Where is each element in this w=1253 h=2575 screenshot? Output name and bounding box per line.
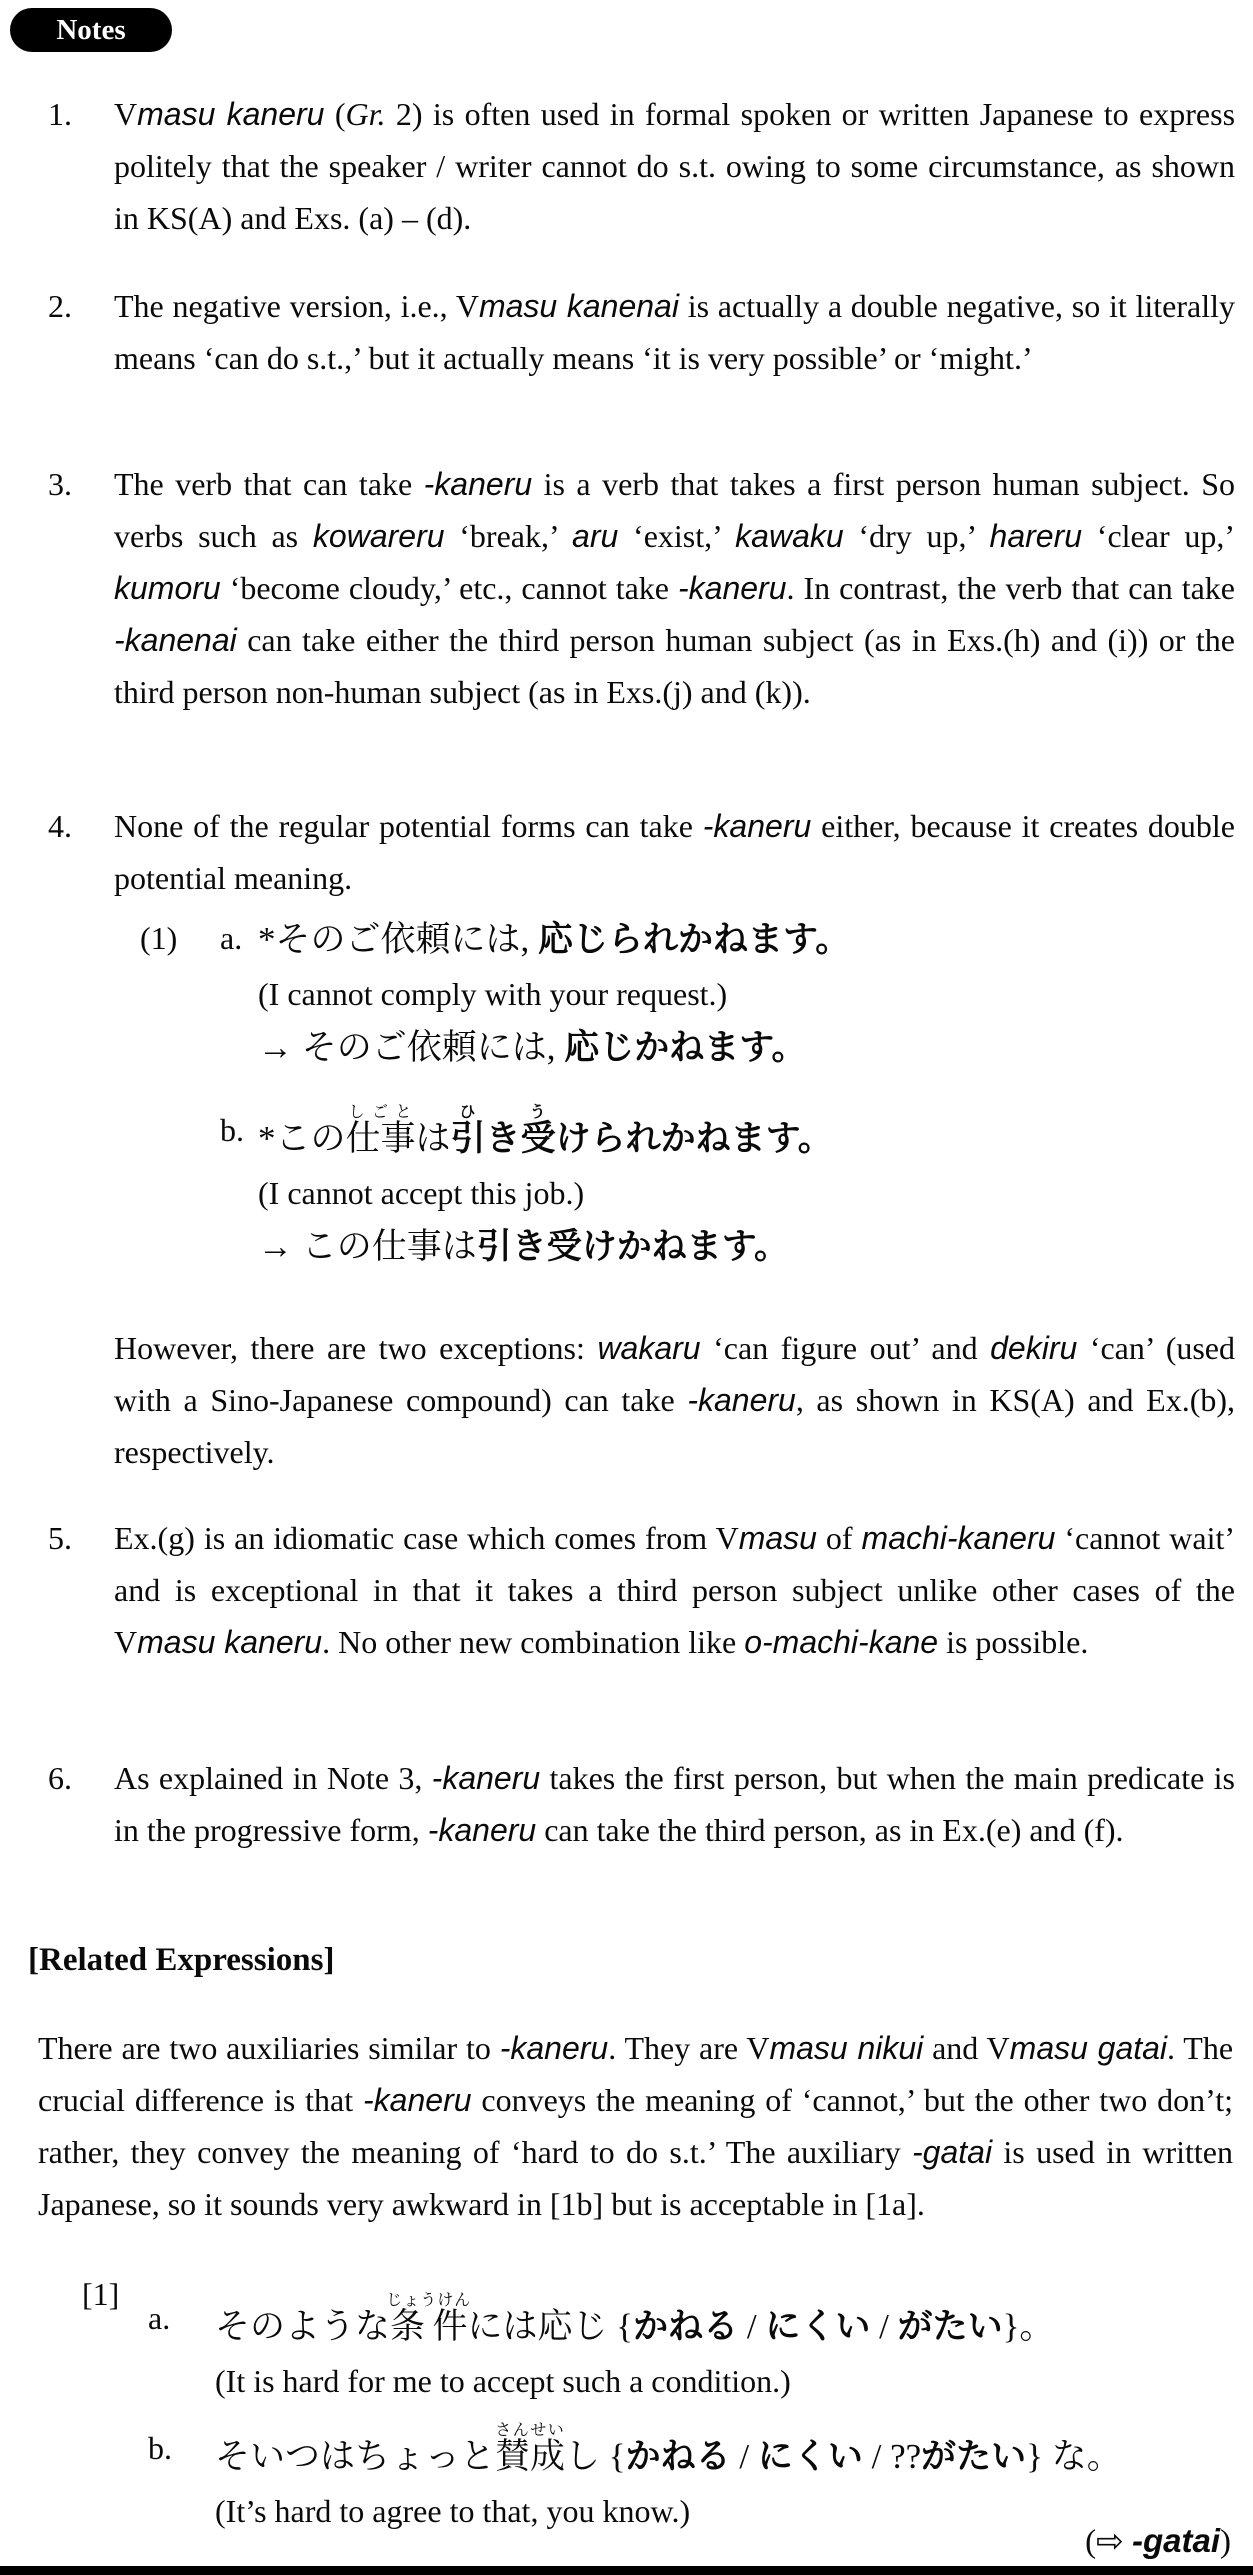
example-letter: b. [148, 2430, 172, 2466]
note4-continuation-paragraph: However, there are two exceptions: wakaru ‘can figure out’ and dekiru ‘can’ (used with a Sino-Japanese compound) can take -kaneru, as shown in KS(A) and Ex.(b), respectively. [114, 1330, 1236, 1470]
example-letter: a. [220, 920, 243, 956]
example-gloss: (It’s hard to agree to that, you know.) [215, 2493, 691, 2529]
example-group-label [140, 1080, 220, 1275]
note-number: 2. [48, 288, 72, 324]
note-item-3 [48, 458, 1235, 718]
example-content [258, 912, 1235, 1076]
example-gloss: (I cannot accept this job.) [258, 1175, 585, 1211]
example-japanese: *そのご依頼には, 応じられかねます。 [258, 920, 851, 959]
note-item-5 [48, 1512, 1235, 1668]
example-group-label: [1] [82, 2276, 120, 2312]
notes-section-badge [10, 8, 172, 52]
notes-badge-label: Notes [56, 13, 126, 46]
example-letter: b. [220, 1112, 244, 1148]
example-content [258, 1080, 1235, 1275]
example-japanese: そいつはちょっと賛成さんせいし {かねる / にくい / ??がたい} な。 [215, 2422, 1122, 2476]
note-item-4 [48, 800, 1235, 904]
example-gloss: (It is hard for me to accept such a condition.) [215, 2363, 791, 2399]
example-group-1a [140, 912, 1235, 1076]
example-rewrite: → この仕事は引き受けかねます。 [258, 1227, 789, 1266]
note-item-2 [48, 280, 1235, 384]
note-item-6 [48, 1752, 1235, 1856]
note-number: 3. [48, 466, 72, 502]
note-text: The negative version, i.e., Vmasu kanenai is actually a double negative, so it literally means ‘can do s.t.,’ but it actually means ‘it is very possible’ or ‘might.’ [114, 288, 1236, 376]
related-expressions-heading: [Related Expressions] [28, 1942, 335, 1978]
note-item-1 [48, 88, 1235, 244]
arrow-right-icon: ⇨ [1096, 2521, 1124, 2560]
example-japanese: *この仕事しごとは引ひき受うけられかねます。 [258, 1104, 833, 1158]
example-group-label [82, 2398, 148, 2537]
note-number: 5. [48, 1520, 72, 1556]
example-content [215, 2268, 1235, 2407]
note-text: Vmasu kaneru (Gr. 2) is often used in formal spoken or written Japanese to express politely that the speaker / writer cannot do s.t. owing to some circumstance, as shown in KS(A) and Exs. (a) – (d). [114, 96, 1236, 236]
example-content [215, 2398, 1235, 2537]
related-example-1b [82, 2398, 1235, 2537]
note-number: 1. [48, 96, 72, 132]
page-bottom-scan-edge [0, 2566, 1253, 2575]
note-text: The verb that can take -kaneru is a verb that takes a first person human subject. So verbs such as kowareru ‘break,’ aru ‘exist,’ kawaku ‘dry up,’ hareru ‘clear up,’ kumoru ‘become cloudy,’ etc., cannot take -kaneru. In contrast, the verb that can take -kanenai can take either the third person human subject (as in Exs.(h) and (i)) or the third person non-human subject (as in Exs.(j) and (k)). [114, 466, 1236, 710]
note-text: Ex.(g) is an idiomatic case which comes from Vmasu of machi-kaneru ‘cannot wait’ and is exceptional in that it takes a third person subject unlike other cases of the Vmasu kaneru. No other new combination like o-machi-kane is possible. [114, 1520, 1236, 1660]
example-group-1b [140, 1080, 1235, 1275]
example-letter: a. [148, 2300, 171, 2336]
example-gloss: (I cannot comply with your request.) [258, 976, 728, 1012]
note-text: None of the regular potential forms can take -kaneru either, because it creates double potential meaning. [114, 808, 1236, 896]
note-number: 4. [48, 808, 72, 844]
related-expressions-paragraph: There are two auxiliaries similar to -kaneru. They are Vmasu nikui and Vmasu gatai. The crucial difference is that -kaneru conveys the meaning of ‘cannot,’ but the other two don’t; rather, they convey the meaning of ‘hard to do s.t.’ The auxiliary -gatai is used in written Japanese, so it sounds very awkward in [1b] but is acceptable in [1a]. [38, 2030, 1234, 2222]
note-text: As explained in Note 3, -kaneru takes the first person, but when the main predicate is in the progressive form, -kaneru can take the third person, as in Ex.(e) and (f). [114, 1760, 1235, 1848]
example-japanese: そのような条件じょうけんには応じ {かねる / にくい / がたい}。 [215, 2292, 1055, 2346]
example-group-label: (1) [140, 920, 178, 956]
related-example-1a [82, 2268, 1235, 2407]
cross-reference-gatai: (⇨ -gatai) [1085, 2521, 1231, 2560]
example-rewrite: → そのご依頼には, 応じかねます。 [258, 1028, 807, 1067]
note-number: 6. [48, 1760, 72, 1796]
